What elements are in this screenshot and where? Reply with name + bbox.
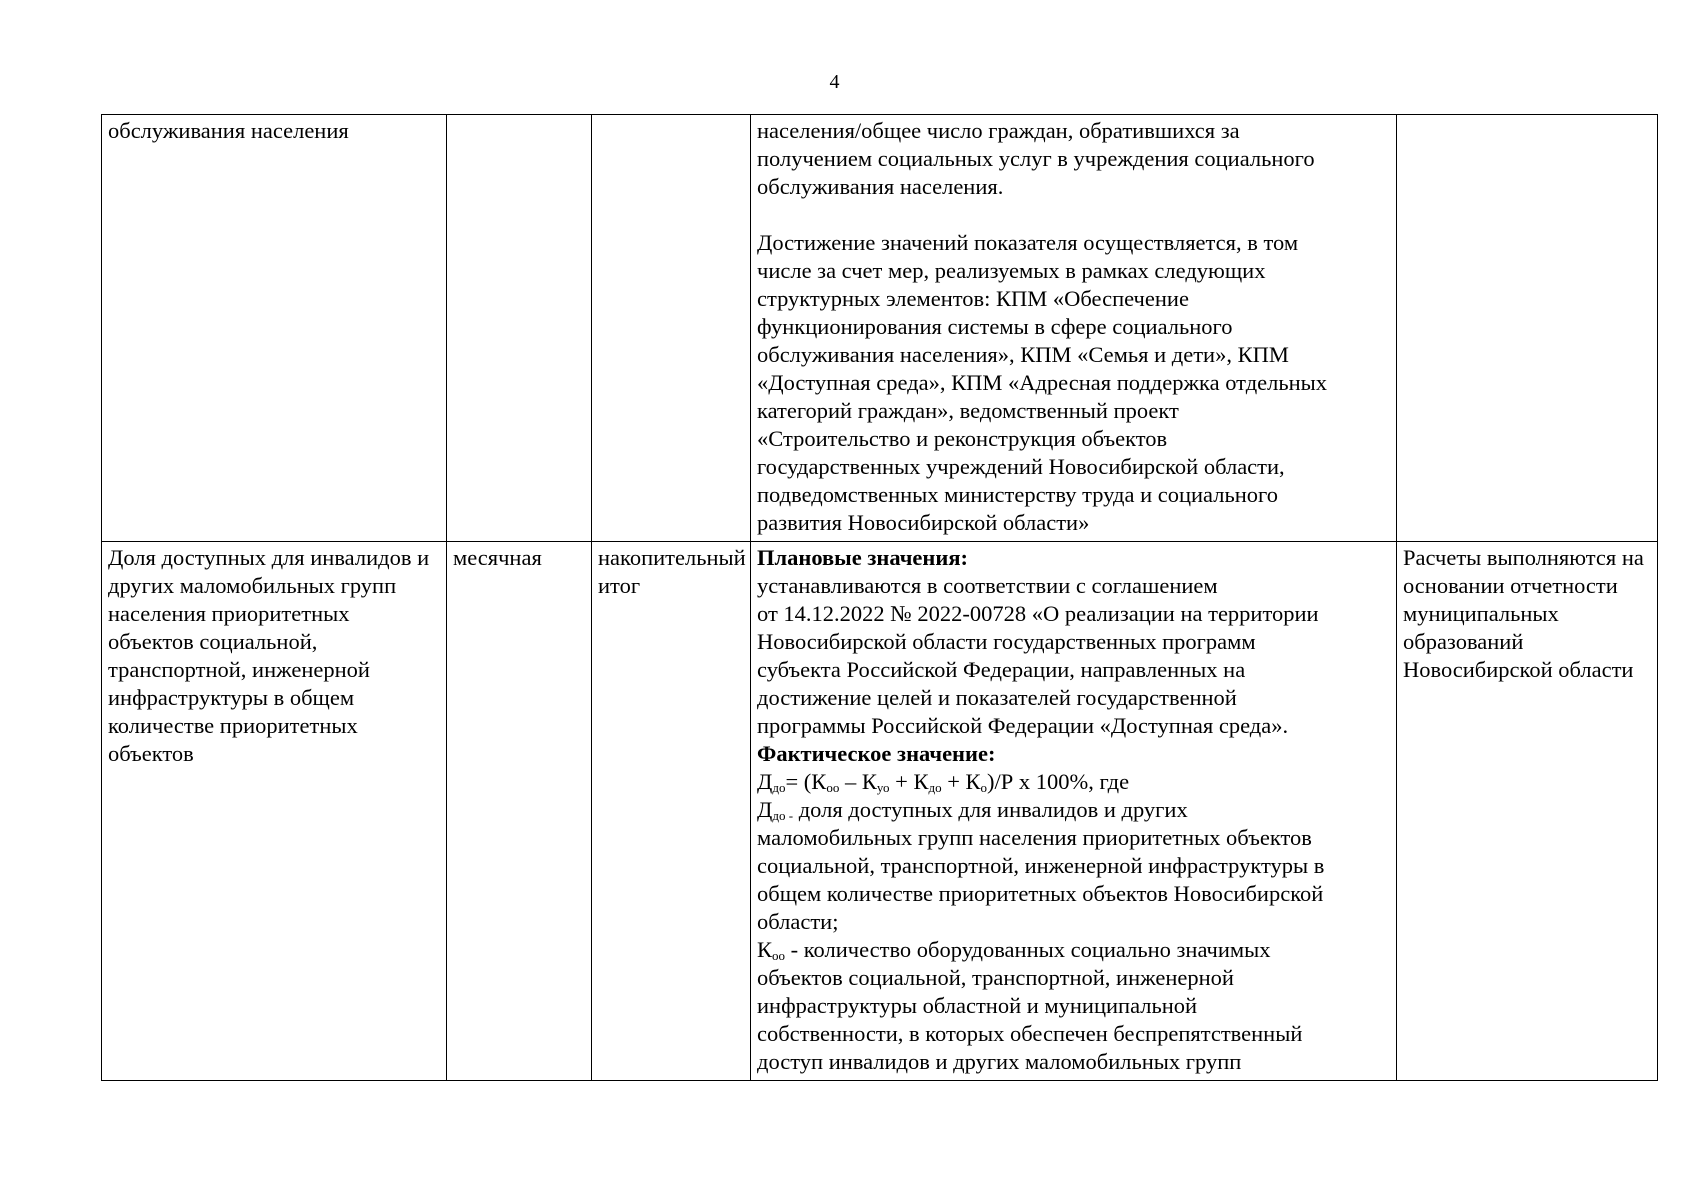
text-line: структурных элементов: КПМ «Обеспечение xyxy=(757,286,1189,311)
text-line: области; xyxy=(757,909,839,934)
definition-line: $К_{оо}$ - количество оборудованных социально значимых xyxy=(757,937,1271,963)
text-line: социальной, транспортной, инженерной инфраструктуры в xyxy=(757,853,1325,878)
text-line: общем количестве приоритетных объектов Новосибирской xyxy=(757,881,1324,906)
indicator-name-cell: обслуживания населения xyxy=(102,115,447,542)
text-line: инфраструктуры областной и муниципальной xyxy=(757,993,1198,1018)
text-line: программы Российской Федерации «Доступная среда». xyxy=(757,713,1289,738)
text-line: субъекта Российской Федерации, направленных на xyxy=(757,657,1246,682)
indicator-name-cell: Доля доступных для инвалидов и других маломобильных групп населения приоритетных объектов социальной, транспортной, инженерной инфраструктуры в общем количестве приоритетных объектов xyxy=(102,542,447,1081)
definition-line: $Д_{до -}$ доля доступных для инвалидов и других xyxy=(757,797,1188,823)
text-line: достижение целей и показателей государственной xyxy=(757,685,1237,710)
table-row xyxy=(102,115,1658,542)
text-line: населения/общее число граждан, обратившихся за xyxy=(757,118,1240,143)
text-line: устанавливаются в соответствии с соглашением xyxy=(757,573,1218,598)
text-line: «Строительство и реконструкция объектов xyxy=(757,426,1168,451)
text-line: категорий граждан», ведомственный проект xyxy=(757,398,1179,423)
text-line: обслуживания населения», КПМ «Семья и дети», КПМ xyxy=(757,342,1289,367)
text-line: числе за счет мер, реализуемых в рамках следующих xyxy=(757,258,1266,283)
data-source-cell: Расчеты выполняются на основании отчетности муниципальных образований Новосибирской области xyxy=(1397,542,1658,1081)
formula: $Д_{до}= (К_{оо} - К_{уо} + К_{до} + К_о)/Р$ х 100%, где xyxy=(757,769,1130,795)
text-line: получением социальных услуг в учреждения социального xyxy=(757,146,1315,171)
data-source-cell xyxy=(1397,115,1658,542)
page-number: 4 xyxy=(829,71,840,93)
frequency-cell xyxy=(447,115,592,542)
text-line: государственных учреждений Новосибирской области, xyxy=(757,454,1285,479)
indicator-type-cell: накопительный итог xyxy=(592,542,751,1081)
text-line: от 14.12.2022 № 2022-00728 «О реализации на территории xyxy=(757,601,1319,626)
text-line: «Доступная среда», КПМ «Адресная поддержка отдельных xyxy=(757,370,1328,395)
text-line: Достижение значений показателя осуществляется, в том xyxy=(757,230,1299,255)
text-line: функционирования системы в сфере социального xyxy=(757,314,1233,339)
text-line: доступ инвалидов и других маломобильных групп xyxy=(757,1049,1242,1074)
indicator-type-cell xyxy=(592,115,751,542)
text-line: объектов социальной, транспортной, инженерной xyxy=(757,965,1234,990)
text-line: развития Новосибирской области» xyxy=(757,510,1090,535)
text-line: собственности, в которых обеспечен беспрепятственный xyxy=(757,1021,1303,1046)
text-line: маломобильных групп населения приоритетных объектов xyxy=(757,825,1312,850)
table-row xyxy=(102,542,1658,1081)
text-line: Новосибирской области государственных программ xyxy=(757,629,1256,654)
frequency-cell: месячная xyxy=(447,542,592,1081)
planned-values-heading: Плановые значения: xyxy=(757,545,968,570)
indicator-table xyxy=(101,114,1658,1081)
paragraph-gap xyxy=(757,201,1390,229)
actual-value-heading: Фактическое значение: xyxy=(757,741,996,766)
calculation-method-cell xyxy=(751,115,1397,542)
calculation-method-cell xyxy=(751,542,1397,1081)
text-line: обслуживания населения. xyxy=(757,174,1004,199)
text-line: подведомственных министерству труда и социального xyxy=(757,482,1278,507)
